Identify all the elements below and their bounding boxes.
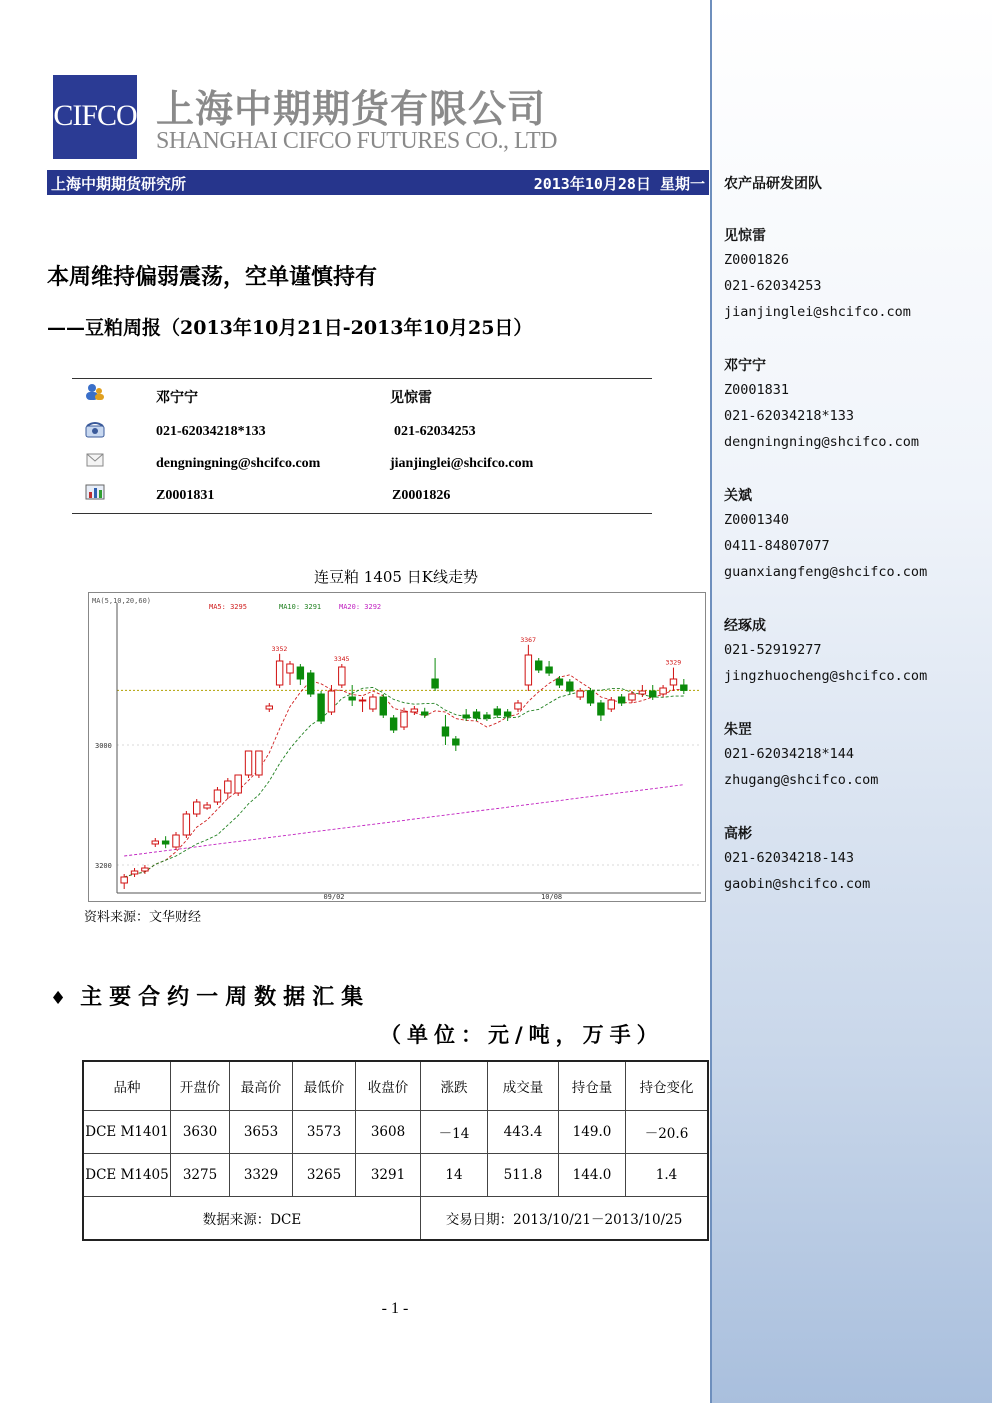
table-cell: 3653 <box>230 1111 293 1154</box>
member-line: Z0001826 <box>724 252 790 268</box>
candle-body <box>504 712 510 716</box>
member-email: gaobin@shcifco.com <box>724 876 871 892</box>
candle <box>308 670 314 697</box>
candle <box>183 811 189 838</box>
candle <box>339 664 345 688</box>
candle-body <box>276 661 282 685</box>
chart-icon <box>84 483 106 501</box>
candle-body <box>225 781 231 793</box>
author-phone: 021-62034218*133 <box>156 424 266 439</box>
footer-source: 数据来源：DCE <box>83 1197 421 1241</box>
candle-body <box>256 751 262 775</box>
candle-body <box>494 709 500 715</box>
company-name-cn: 上海中期期货有限公司 <box>156 87 547 131</box>
candle-body <box>183 814 189 835</box>
legend-ma20: MA20: 3292 <box>339 603 382 611</box>
logo-mark-text: CIFCO <box>53 99 137 132</box>
candle-body <box>287 664 293 673</box>
member-name: 经琢成 <box>724 618 766 634</box>
candle <box>370 694 376 712</box>
table-cell: 511.8 <box>488 1154 559 1197</box>
header-cell: 涨跌 <box>421 1061 488 1111</box>
table-cell: DCE M1405 <box>83 1154 171 1197</box>
price-label: 3352 <box>271 644 288 653</box>
candle-body <box>328 691 334 712</box>
author-phone: 021-62034253 <box>394 424 476 439</box>
candle-body <box>173 835 179 847</box>
candle-body <box>162 841 168 844</box>
header-cell: 最低价 <box>293 1061 356 1111</box>
candle-body <box>660 688 666 694</box>
candle-body <box>577 691 583 697</box>
candle <box>173 832 179 850</box>
report-title: 本周维持偏弱震荡，空单谨慎持有 <box>47 264 378 290</box>
candle-body <box>142 868 148 871</box>
candle <box>214 787 220 805</box>
candle-body <box>235 775 241 793</box>
table-row <box>83 1111 708 1154</box>
table-cell: 14 <box>421 1154 488 1197</box>
candle-body <box>214 790 220 802</box>
table-cell: 443.4 <box>488 1111 559 1154</box>
candle <box>380 694 386 718</box>
member-name: 见惊雷 <box>724 228 766 244</box>
member-name: 关斌 <box>724 488 752 504</box>
chart-source: 资料来源：文华财经 <box>84 910 202 925</box>
table-header-row <box>83 1061 708 1111</box>
table-cell: 3275 <box>171 1154 230 1197</box>
table-cell: －14 <box>421 1111 488 1154</box>
candle-body <box>484 715 490 718</box>
member-name: 邓宁宁 <box>724 358 766 374</box>
table-cell: 3291 <box>356 1154 421 1197</box>
candle-body <box>422 712 428 715</box>
member-email: zhugang@shcifco.com <box>724 772 879 788</box>
candle-body <box>349 697 355 700</box>
price-label: 3329 <box>665 658 682 667</box>
candle-body <box>650 691 656 697</box>
section-heading-text: 主要合约一周数据汇集 <box>80 985 371 1010</box>
report-subtitle: ——豆粕周报（2013年10月21日-2013年10月25日） <box>47 317 533 339</box>
candle-body <box>525 655 531 685</box>
header-cell: 持仓量 <box>559 1061 626 1111</box>
member-line: 0411-84807077 <box>724 538 830 554</box>
candle-body <box>453 739 459 745</box>
table-cell: 149.0 <box>559 1111 626 1154</box>
header-cell: 持仓变化 <box>626 1061 709 1111</box>
member-name: 朱罡 <box>724 722 752 738</box>
candle-body <box>629 694 635 700</box>
table-footer-row <box>83 1197 708 1241</box>
footer-date: 交易日期：2013/10/21－2013/10/25 <box>421 1197 709 1241</box>
table-cell: 3630 <box>171 1111 230 1154</box>
y-tick-label: 3000 <box>95 742 112 750</box>
candle-body <box>359 700 365 701</box>
candle-body <box>204 805 210 808</box>
candle-body <box>442 727 448 736</box>
page-number: - 1 - <box>381 1300 409 1317</box>
candle-body <box>463 715 469 718</box>
company-logo-mark <box>53 75 137 159</box>
contract-data-table <box>82 1060 709 1241</box>
legend-ma5: MA5: 3295 <box>209 603 247 611</box>
author-name: 见惊雷 <box>390 391 432 406</box>
table-cell: 3265 <box>293 1154 356 1197</box>
author-email: dengningning@shcifco.com <box>156 456 321 471</box>
candle <box>235 775 241 796</box>
candle-body <box>380 697 386 715</box>
candle-body <box>587 691 593 703</box>
header-cell: 品种 <box>83 1061 171 1111</box>
price-label: 3367 <box>520 635 537 644</box>
member-line: 021-62034218-143 <box>724 850 855 866</box>
x-tick-label: 10/08 <box>541 893 563 901</box>
candle-body <box>432 679 438 688</box>
header-banner <box>47 170 709 195</box>
member-line: 021-62034218*144 <box>724 746 855 762</box>
kline-chart-svg <box>89 593 705 901</box>
candle-body <box>608 700 614 709</box>
author-email: jianjinglei@shcifco.com <box>390 456 534 471</box>
header-cell: 成交量 <box>488 1061 559 1111</box>
member-line: 021-62034218*133 <box>724 408 855 424</box>
candle <box>256 751 262 778</box>
candle-body <box>473 712 479 718</box>
candle-body <box>194 802 200 814</box>
table-cell: DCE M1401 <box>83 1111 171 1154</box>
candle-body <box>639 691 645 694</box>
header-cell: 最高价 <box>230 1061 293 1111</box>
team-title: 农产品研发团队 <box>724 176 822 192</box>
candle-body <box>401 712 407 727</box>
author-info-table <box>72 378 652 514</box>
price-label: 3345 <box>333 655 350 663</box>
candle <box>194 799 200 817</box>
kline-chart <box>88 592 706 902</box>
candle-body <box>245 751 251 775</box>
report-date: 2013年10月28日 星期一 <box>533 175 705 193</box>
member-email: dengningning@shcifco.com <box>724 434 920 450</box>
candle-body <box>670 679 676 685</box>
y-tick-label: 3200 <box>95 862 112 870</box>
candle-body <box>515 703 521 709</box>
candle-body <box>598 703 604 715</box>
unit-note: （单位：元/吨，万手） <box>380 1023 664 1047</box>
member-email: jingzhuocheng@shcifco.com <box>724 668 928 684</box>
candle-body <box>546 667 552 673</box>
candle-body <box>318 694 324 721</box>
table-cell: 3329 <box>230 1154 293 1197</box>
x-tick-label: 09/02 <box>323 893 345 901</box>
author-name: 邓宁宁 <box>156 391 198 406</box>
candle-body <box>618 697 624 703</box>
candle-body <box>152 841 158 844</box>
mail-icon <box>84 451 106 469</box>
table-cell: 3573 <box>293 1111 356 1154</box>
sidebar <box>710 0 992 1403</box>
author-cert: Z0001831 <box>156 488 215 503</box>
candle-body <box>266 706 272 709</box>
candle-body <box>390 718 396 730</box>
candle-body <box>370 697 376 709</box>
table-cell: －20.6 <box>626 1111 709 1154</box>
candle-body <box>121 877 127 883</box>
member-line: 021-62034253 <box>724 278 822 294</box>
member-name: 高彬 <box>724 826 752 842</box>
table-cell: 3608 <box>356 1111 421 1154</box>
table-row <box>83 1154 708 1197</box>
header-cell: 开盘价 <box>171 1061 230 1111</box>
phone-icon <box>84 420 106 438</box>
candle <box>390 715 396 733</box>
author-cert: Z0001826 <box>392 488 451 503</box>
member-line: Z0001831 <box>724 382 790 398</box>
member-line: 021-52919277 <box>724 642 822 658</box>
member-line: Z0001340 <box>724 512 790 528</box>
member-email: jianjinglei@shcifco.com <box>724 304 911 320</box>
candle-body <box>556 679 562 685</box>
member-email: guanxiangfeng@shcifco.com <box>724 564 928 580</box>
chart-caption: 连豆粕 1405 日K线走势 <box>314 568 478 586</box>
candle <box>245 751 251 778</box>
candle-body <box>131 871 137 874</box>
candle-body <box>297 667 303 679</box>
company-name-en: SHANGHAI CIFCO FUTURES CO., LTD <box>156 128 557 154</box>
candle-body <box>308 673 314 694</box>
candle-body <box>536 661 542 670</box>
candle <box>587 688 593 706</box>
diamond-bullet-icon: ♦ <box>50 988 67 1009</box>
candle <box>318 691 324 724</box>
table-cell: 144.0 <box>559 1154 626 1197</box>
candle-body <box>681 685 687 690</box>
section-heading <box>50 980 370 1011</box>
header-cell: 收盘价 <box>356 1061 421 1111</box>
table-cell: 1.4 <box>626 1154 709 1197</box>
candle-body <box>411 709 417 712</box>
legend-ma10: MA10: 3291 <box>279 603 322 611</box>
legend-line1: MA(5,10,20,60) <box>92 597 152 605</box>
institute-name: 上海中期期货研究所 <box>51 175 187 193</box>
person-icon <box>84 383 106 401</box>
candle-body <box>567 682 573 691</box>
candle-body <box>339 667 345 685</box>
